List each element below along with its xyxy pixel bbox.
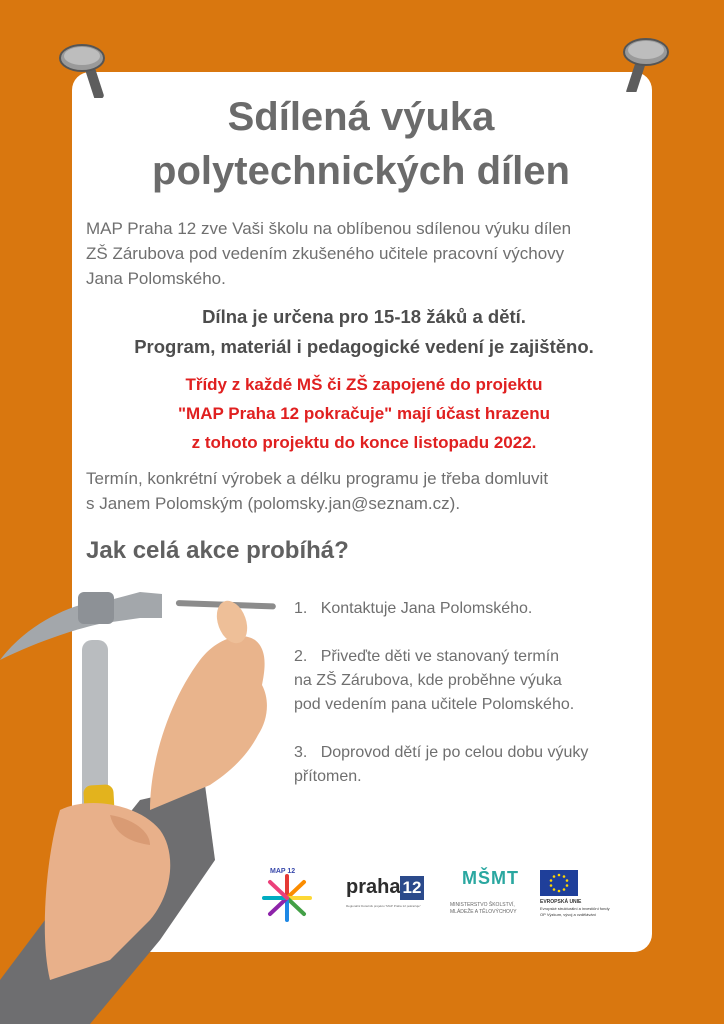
step-text: přítomen. bbox=[294, 768, 362, 785]
msmt-logo-mark: MŠMT bbox=[462, 868, 519, 888]
praha-12-logo bbox=[346, 876, 428, 916]
poster-title bbox=[80, 90, 642, 198]
eu-logo-line-1: EVROPSKÁ UNIE bbox=[540, 899, 582, 905]
praha-logo-word: praha bbox=[346, 876, 401, 898]
contact-paragraph bbox=[86, 466, 548, 516]
process-heading: Jak celá akce probíhá? bbox=[86, 537, 349, 564]
step-number: 1. bbox=[294, 600, 308, 617]
msmt-logo bbox=[450, 868, 524, 920]
step-3 bbox=[294, 741, 634, 789]
highlight-line-1: Dílna je určena pro 15-18 žáků a dětí. bbox=[202, 306, 526, 327]
intro-line-1: MAP Praha 12 zve Vaši školu na oblíbenou sdílenou výuku dílen bbox=[86, 219, 572, 238]
step-number: 3. bbox=[294, 744, 308, 761]
step-text: Přiveďte děti ve stanovaný termín bbox=[320, 648, 560, 665]
highlight-line-2: Program, materiál i pedagogické vedení je zajištěno. bbox=[134, 336, 594, 357]
step-text: Kontaktuje Jana Polomského. bbox=[320, 600, 533, 617]
nail-left-icon bbox=[58, 38, 118, 98]
map-logo-icon bbox=[258, 868, 316, 924]
hammer-illustration bbox=[0, 560, 300, 1024]
funding-paragraph bbox=[86, 370, 642, 457]
intro-line-2: ZŠ Zárubova pod vedením zkušeného učitele pracovní výchovy bbox=[86, 244, 565, 263]
funding-line-3: z tohoto projektu do konce listopadu 2022. bbox=[191, 433, 537, 452]
title-line-1: Sdílená výuka bbox=[227, 95, 495, 139]
step-text: pod vedením pana učitele Polomského. bbox=[294, 696, 575, 713]
eu-logo-line-3: OP Výzkum, vývoj a vzdělávání bbox=[540, 912, 596, 917]
eu-flag-icon bbox=[540, 870, 578, 896]
eu-logo-line-2: Evropské strukturální a investiční fondy bbox=[540, 906, 610, 911]
funding-line-2: "MAP Praha 12 pokračuje" mají účast hrazenu bbox=[178, 404, 550, 423]
contact-line-2: s Janem Polomským (polomsky.jan@seznam.cz). bbox=[86, 494, 461, 513]
step-number: 2. bbox=[294, 648, 308, 665]
step-2 bbox=[294, 645, 634, 717]
nail-right-icon bbox=[612, 32, 672, 92]
process-steps bbox=[294, 597, 634, 813]
title-line-2: polytechnických dílen bbox=[152, 149, 570, 193]
praha-logo-number: 12 bbox=[400, 876, 424, 900]
map-logo bbox=[258, 868, 316, 924]
step-text: na ZŠ Zárubova, kde proběhne výuka bbox=[294, 672, 562, 689]
praha-logo-caption: Regionální Dotazník projektu "MAP Praha 12 pokračuje" bbox=[346, 904, 421, 908]
funding-line-1: Třídy z každé MŠ či ZŠ zapojené do projektu bbox=[185, 375, 543, 394]
map-logo-text: MAP 12 bbox=[270, 868, 296, 875]
highlight-paragraph bbox=[86, 302, 642, 362]
contact-line-1: Termín, konkrétní výrobek a délku programu je třeba domluvit bbox=[86, 469, 549, 488]
msmt-logo-caption-2: MLÁDEŽE A TĚLOVÝCHOVY bbox=[450, 909, 517, 915]
eu-logo bbox=[540, 870, 636, 924]
intro-paragraph bbox=[86, 216, 571, 291]
step-1 bbox=[294, 597, 634, 621]
msmt-logo-caption-1: MINISTERSTVO ŠKOLSTVÍ, bbox=[450, 902, 515, 908]
step-text: Doprovod dětí je po celou dobu výuky bbox=[320, 744, 589, 761]
intro-line-3: Jana Polomského. bbox=[86, 269, 226, 288]
